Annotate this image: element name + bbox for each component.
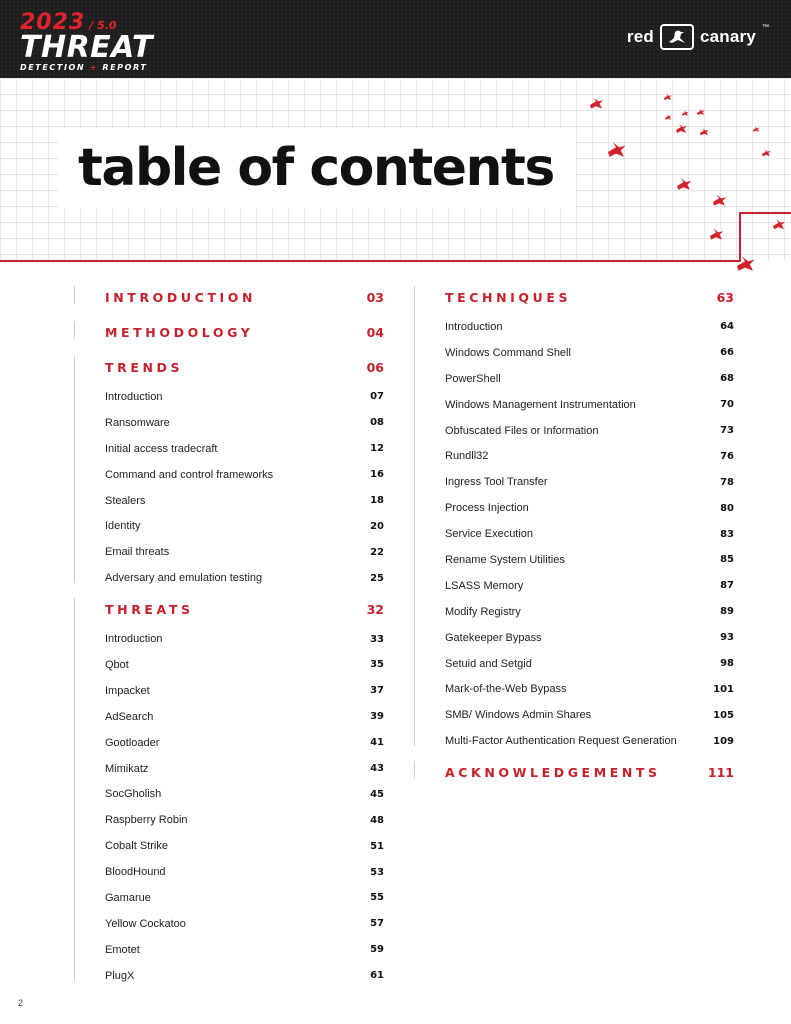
entry-page-number: 37 <box>370 685 384 697</box>
entry-page-number: 57 <box>370 918 384 930</box>
section-page-number: 111 <box>707 764 734 780</box>
toc-entry[interactable] <box>105 781 384 807</box>
toc-entry[interactable] <box>105 652 384 678</box>
logo-trademark: ™ <box>762 24 769 31</box>
toc-section <box>74 592 384 988</box>
section-page-number: 04 <box>366 324 384 340</box>
section-rule <box>74 356 75 583</box>
report-subtitle <box>20 63 153 72</box>
report-brand <box>20 10 153 72</box>
entry-label: Emotet <box>105 943 140 956</box>
toc-section <box>74 315 384 349</box>
report-edition: / 5.0 <box>89 19 117 32</box>
header-divider-top <box>739 212 791 214</box>
toc-entry[interactable] <box>105 730 384 756</box>
toc-entry[interactable] <box>105 678 384 704</box>
section-title: METHODOLOGY <box>105 324 254 340</box>
header-divider <box>0 260 740 262</box>
entry-page-number: 51 <box>370 840 384 852</box>
entry-label: PowerShell <box>445 372 501 385</box>
entry-page-number: 18 <box>370 495 384 506</box>
entry-page-number: 78 <box>720 476 734 488</box>
section-title: TRENDS <box>105 359 184 375</box>
toc-entry[interactable] <box>105 462 384 488</box>
entry-label: Windows Management Instrumentation <box>445 398 636 411</box>
entry-label: Initial access tradecraft <box>105 442 218 455</box>
toc-entry[interactable] <box>105 384 384 410</box>
entry-label: Gamarue <box>105 891 151 904</box>
canary-bird-icon <box>660 24 694 50</box>
toc-entry[interactable] <box>445 651 734 677</box>
entry-label: Impacket <box>105 684 150 697</box>
toc-entry[interactable] <box>445 340 734 366</box>
section-rule <box>74 321 75 339</box>
entry-page-number: 20 <box>370 520 384 532</box>
toc-entry[interactable] <box>105 911 384 937</box>
section-heading[interactable] <box>105 350 384 384</box>
entry-label: Windows Command Shell <box>445 346 571 359</box>
toc-section <box>74 280 384 314</box>
report-title-word: THREAT <box>20 30 153 65</box>
report-subtitle-left: DETECTION <box>20 63 86 72</box>
entry-label: Gatekeeper Bypass <box>445 631 542 644</box>
logo-word-left: red <box>626 27 654 46</box>
entry-label: LSASS Memory <box>445 579 524 592</box>
section-title: ACKNOWLEDGEMENTS <box>445 764 661 780</box>
section-rule <box>74 286 75 304</box>
toc-entry[interactable] <box>445 392 734 418</box>
toc-entry[interactable] <box>445 366 734 392</box>
entry-label: Yellow Cockatoo <box>105 917 186 930</box>
toc-entry[interactable] <box>105 626 384 652</box>
section-title: INTRODUCTION <box>105 289 257 305</box>
entry-label: Rundll32 <box>445 450 489 463</box>
entry-page-number: 85 <box>720 554 734 566</box>
toc-right-column <box>414 280 734 790</box>
entry-page-number: 93 <box>720 632 734 644</box>
toc-entry[interactable] <box>105 539 384 565</box>
entry-page-number: 101 <box>713 683 734 695</box>
toc-entry[interactable] <box>105 963 384 989</box>
toc-entry[interactable] <box>105 937 384 963</box>
entry-page-number: 64 <box>720 321 734 333</box>
section-title: TECHNIQUES <box>445 289 572 305</box>
entry-page-number: 25 <box>370 572 384 584</box>
report-subtitle-right: REPORT <box>102 63 148 72</box>
entry-label: Introduction <box>105 633 163 646</box>
entry-page-number: 12 <box>370 443 384 455</box>
entry-page-number: 61 <box>370 970 384 982</box>
section-page-number: 63 <box>716 289 734 305</box>
page-number: 2 <box>18 998 24 1008</box>
entry-label: Command and control frameworks <box>105 468 274 481</box>
entry-page-number: 33 <box>370 633 384 645</box>
section-heading[interactable] <box>445 755 734 789</box>
section-heading[interactable] <box>445 280 734 314</box>
entry-page-number: 89 <box>720 606 734 618</box>
entry-label: Process Injection <box>445 502 529 515</box>
entry-page-number: 98 <box>720 658 734 670</box>
entry-page-number: 66 <box>720 347 734 359</box>
section-title: THREATS <box>105 601 194 617</box>
toc-entry[interactable] <box>445 443 734 469</box>
entry-label: Mimikatz <box>105 762 149 775</box>
report-year: 2023 <box>20 10 86 35</box>
entry-label: Obfuscated Files or Information <box>445 424 599 437</box>
toc-entry[interactable] <box>105 833 384 859</box>
entry-label: Gootloader <box>105 736 160 749</box>
entry-label: Multi-Factor Authentication Request Generation <box>445 735 677 748</box>
toc-section <box>414 755 734 789</box>
toc-entry[interactable] <box>105 756 384 782</box>
entry-label: Service Execution <box>445 528 534 541</box>
entry-label: Adversary and emulation testing <box>105 572 263 585</box>
section-rule <box>74 598 75 981</box>
toc-entry[interactable] <box>445 728 734 754</box>
entry-page-number: 73 <box>720 425 734 436</box>
entry-page-number: 80 <box>720 502 734 514</box>
logo-word-right: canary <box>699 27 756 46</box>
entry-label: Ingress Tool Transfer <box>445 476 548 489</box>
toc-entry[interactable] <box>445 495 734 521</box>
toc-entry[interactable] <box>445 573 734 599</box>
entry-page-number: 70 <box>720 399 734 411</box>
entry-page-number: 07 <box>370 391 384 403</box>
section-heading[interactable] <box>105 315 384 349</box>
entry-page-number: 08 <box>370 417 384 429</box>
section-page-number: 06 <box>366 359 384 375</box>
entry-page-number: 43 <box>370 763 384 775</box>
entry-label: Qbot <box>105 658 129 671</box>
entry-page-number: 87 <box>720 580 734 592</box>
toc-entry[interactable] <box>445 599 734 625</box>
toc-entry[interactable] <box>445 547 734 573</box>
toc-entry[interactable] <box>445 418 734 444</box>
entry-label: Identity <box>105 520 141 533</box>
section-page-number: 32 <box>366 601 384 617</box>
toc-entry[interactable] <box>105 410 384 436</box>
toc-left-column <box>74 280 384 990</box>
entry-label: Rename System Utilities <box>445 553 565 566</box>
entry-label: AdSearch <box>105 710 154 723</box>
section-rule <box>414 761 415 779</box>
entry-label: Raspberry Robin <box>105 814 188 827</box>
entry-page-number: 83 <box>720 528 734 540</box>
entry-page-number: 109 <box>713 735 734 747</box>
toc-entry[interactable] <box>445 314 734 340</box>
toc-entry[interactable] <box>105 859 384 885</box>
entry-page-number: 35 <box>370 659 384 671</box>
toc-entry[interactable] <box>105 704 384 730</box>
toc-entry[interactable] <box>445 521 734 547</box>
section-heading[interactable] <box>105 280 384 314</box>
toc-entry[interactable] <box>105 885 384 911</box>
toc-entry[interactable] <box>445 676 734 702</box>
entry-page-number: 68 <box>720 373 734 385</box>
entry-label: Mark-of-the-Web Bypass <box>445 683 567 696</box>
entry-label: BloodHound <box>105 866 166 879</box>
entry-page-number: 41 <box>370 737 384 749</box>
toc-entry[interactable] <box>105 807 384 833</box>
entry-label: Introduction <box>445 320 503 333</box>
toc-entry[interactable] <box>445 625 734 651</box>
entry-page-number: 39 <box>370 711 384 723</box>
red-canary-logo <box>627 24 769 50</box>
entry-page-number: 76 <box>720 450 734 462</box>
entry-label: Stealers <box>105 494 146 507</box>
entry-page-number: 105 <box>713 709 734 721</box>
page-title: table of contents <box>78 138 554 198</box>
toc-entry[interactable] <box>105 565 384 591</box>
entry-label: Email threats <box>105 546 170 559</box>
header-divider-corner <box>739 212 741 262</box>
entry-label: SocGholish <box>105 788 162 801</box>
toc-section <box>414 280 734 754</box>
entry-page-number: 53 <box>370 866 384 878</box>
entry-page-number: 22 <box>370 546 384 558</box>
section-heading[interactable] <box>105 592 384 626</box>
report-subtitle-plus: + <box>89 63 98 72</box>
toc-entry[interactable] <box>105 513 384 539</box>
toc-section <box>74 350 384 591</box>
report-header <box>0 0 791 78</box>
entry-label: Ransomware <box>105 416 170 429</box>
entry-page-number: 16 <box>370 469 384 481</box>
toc-entry[interactable] <box>445 469 734 495</box>
entry-label: SMB/ Windows Admin Shares <box>445 709 592 722</box>
entry-label: Modify Registry <box>445 605 521 618</box>
entry-page-number: 48 <box>370 814 384 826</box>
entry-page-number: 45 <box>370 788 384 800</box>
entry-page-number: 55 <box>370 892 384 904</box>
entry-label: Introduction <box>105 390 163 403</box>
entry-label: PlugX <box>105 969 135 982</box>
toc-entry[interactable] <box>105 436 384 462</box>
entry-page-number: 59 <box>370 944 384 956</box>
section-rule <box>414 286 415 746</box>
section-page-number: 03 <box>366 289 384 305</box>
toc-entry[interactable] <box>445 702 734 728</box>
entry-label: Cobalt Strike <box>105 840 168 853</box>
entry-label: Setuid and Setgid <box>445 657 532 670</box>
toc-entry[interactable] <box>105 488 384 514</box>
